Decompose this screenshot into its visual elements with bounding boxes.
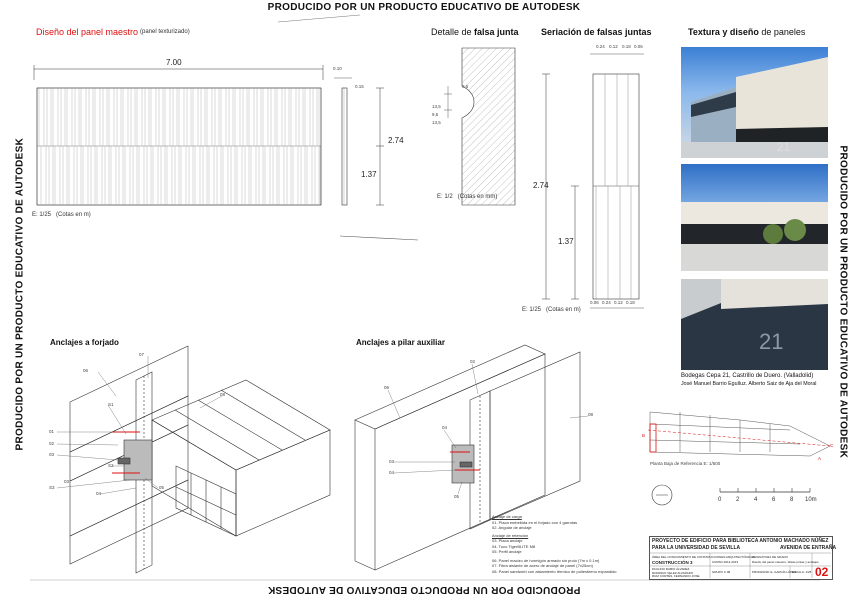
svg-text:21: 21 [759,329,784,354]
pillar-label-03: 03 [389,459,395,464]
watermark-bottom: PRODUCIDO POR UN PRODUCTO EDUCATIVO DE AUTODESK [267,584,581,595]
tb-tutor: PROFESOR: E. GARCÍA LÓPEZ [752,570,797,574]
pillar-label-05: 05 [454,494,460,499]
legend-head-1: Anclaje de carga [492,514,522,519]
slab-label-03a: 03 [49,452,55,457]
anchor-slab-title: Anclajes a forjado [50,338,119,347]
panel-width-dim: 7.00 [166,58,182,67]
svg-text:21: 21 [777,140,791,154]
tb-sheet-desc: Diseño del panel maestro, falsas juntas y anclajes [752,560,819,564]
seriation-height-dim: 2.74 [533,181,549,190]
joint-title: Detalle de falsa junta [431,27,519,37]
scale-tick-2: 2 [736,497,740,503]
seriation-title: Seriación de falsas juntas [541,27,652,37]
slab-label-07: 07 [139,352,145,357]
slab-label-06: 06 [83,368,89,373]
tb-authors1: PAULINO RUBIO ÁLVAREZ [652,567,690,571]
watermark-top: PRODUCIDO POR UN PRODUCTO EDUCATIVO DE AUTODESK [267,2,581,13]
photo-caption-line2: José Manuel Barrio Eguíluz. Alberto Saiz de Aja del Moral [681,381,817,387]
slab-label-05: 05 [159,485,165,490]
legend-line-2: 02. Angular de anclaje [492,525,532,530]
plan-mark-c: C [830,443,834,448]
anchor-pillar-title: Anclajes a pilar auxiliar [356,338,445,347]
seriation-bottom-dim-3: 0.18 [626,300,635,305]
tb-row1b: ASIGNATURA DE GRADO [752,555,788,559]
scale-tick-8: 8 [790,497,794,503]
texture-title: Textura y diseño de paneles [688,27,806,37]
legend-line-8: 08. Panel sandwich con aislamiento térmico de poliestireno expandido [492,568,617,574]
panel-title: Diseño del panel maestro [36,27,139,37]
plan-caption: Planta Baja de Referencia E: 1/500 [650,461,721,466]
legend-line-5: 05. Perfil anclaje [492,549,522,554]
joint-dim-1: 13,5 [432,104,441,109]
slab-label-04: 04 [96,491,102,496]
legend-line-6: 06. Panel macizo de hormigón armado sin prolo (7m x 0.1m) [492,557,600,563]
joint-dim-0: 9,5 [462,84,469,89]
tb-authors2: RODRIGO VELEZ ALVARADO [652,570,694,575]
photo-caption-line1: Bodegas Cepa 21, Castrillo de Duero. (Valladolid) [681,373,814,379]
joint-scale: E: 1/2 (Cotas en mm) [437,194,498,200]
tb-row1a: ÁREA DEL CONOCIMIENTO DE CONSTRUCCIONES ARQUITECTÓNICAS [652,555,755,559]
legend-line-7: 07. Fibra aislante de acero de anclaje de panel (7x25cm) [492,563,593,568]
tb-line2b: AVENIDA DE ENTRAÑA [780,545,837,551]
tb-scale: ESCALA: 1/25 [792,570,812,574]
seriation-top-dim-3: 0.06 [634,44,643,49]
seriation-top-dim-0: 0.24 [596,44,605,49]
tb-course-year: CURSO 2012-2013 [712,560,739,564]
legend-line-1: 01. Placa embebida en el forjado con 4 garrotas [492,519,578,525]
slab-label-s1: S1 [108,402,114,407]
scale-tick-4: 4 [754,497,758,503]
scale-tick-0: 0 [718,497,722,503]
panel-dim-015: 0.15 [355,84,364,89]
slab-label-03b: 03 [64,479,70,484]
seriation-scale: E: 1/25 (Cotas en m) [522,307,581,313]
pillar-label-04a: 04 [442,425,448,430]
joint-dim-3: 13,5 [432,120,441,125]
tb-group: GRUPO C 08 [712,570,731,574]
pillar-label-02: 02 [470,359,476,364]
sheet-number: 02 [815,565,829,579]
slab-label-s2: S2 [108,463,114,468]
scale-tick-6: 6 [772,497,776,503]
slab-label-02: 02 [49,441,55,446]
panel-dim-010: 0.10 [333,66,342,71]
seriation-top-dim-2: 0.18 [622,44,631,49]
seriation-bottom-dim-1: 0.24 [602,300,611,305]
plan-mark-b: B [642,433,646,438]
watermark-left: PRODUCIDO POR UN PRODUCTO EDUCATIVO DE AUTODESK [14,137,26,451]
scale-tick-10: 10m [805,497,817,503]
tb-line2: PARA LA UNIVERSIDAD DE SEVILLA [652,545,741,551]
slab-label-01: 01 [49,429,55,434]
tb-authors3: RUIZ CORTÉS, FERNANDO JOSÉ [652,574,700,578]
seriation-bottom-dim-0: 0.06 [590,300,599,305]
legend-head-2: Anclaje de retención [492,532,529,538]
legend-line-4: 04. Tuco TigerBLITE M8 [492,543,536,549]
watermark-right: PRODUCIDO POR UN PRODUCTO EDUCATIVO DE AUTODESK [837,145,848,459]
seriation-top-dim-1: 0.12 [609,44,618,49]
pillar-label-08: 08 [588,412,594,417]
pillar-label-04b: 04 [389,470,395,475]
tb-course: CONSTRUCCIÓN 3 [652,560,693,565]
tb-line1: PROYECTO DE EDIFICIO PARA BIBLIOTECA ANTONIO MACHADO NÚÑEZ [652,538,829,544]
slab-label-08: 08 [220,392,226,397]
pillar-label-06: 06 [384,385,390,390]
seriation-bottom-dim-2: 0.12 [614,300,623,305]
panel-scale: E: 1/25 (Cotas en m) [32,212,91,218]
slab-label-s3: S3 [49,485,55,490]
legend-line-3: 03. Placa anclaje [492,538,523,543]
plan-mark-a: A [818,456,822,461]
panel-height-dim: 2.74 [388,136,404,145]
seriation-half-dim: 1.37 [558,237,574,246]
panel-subtitle: (panel texturizado) [140,29,190,35]
joint-dim-2: 9,5 [432,112,439,117]
panel-half-dim: 1.37 [361,170,377,179]
